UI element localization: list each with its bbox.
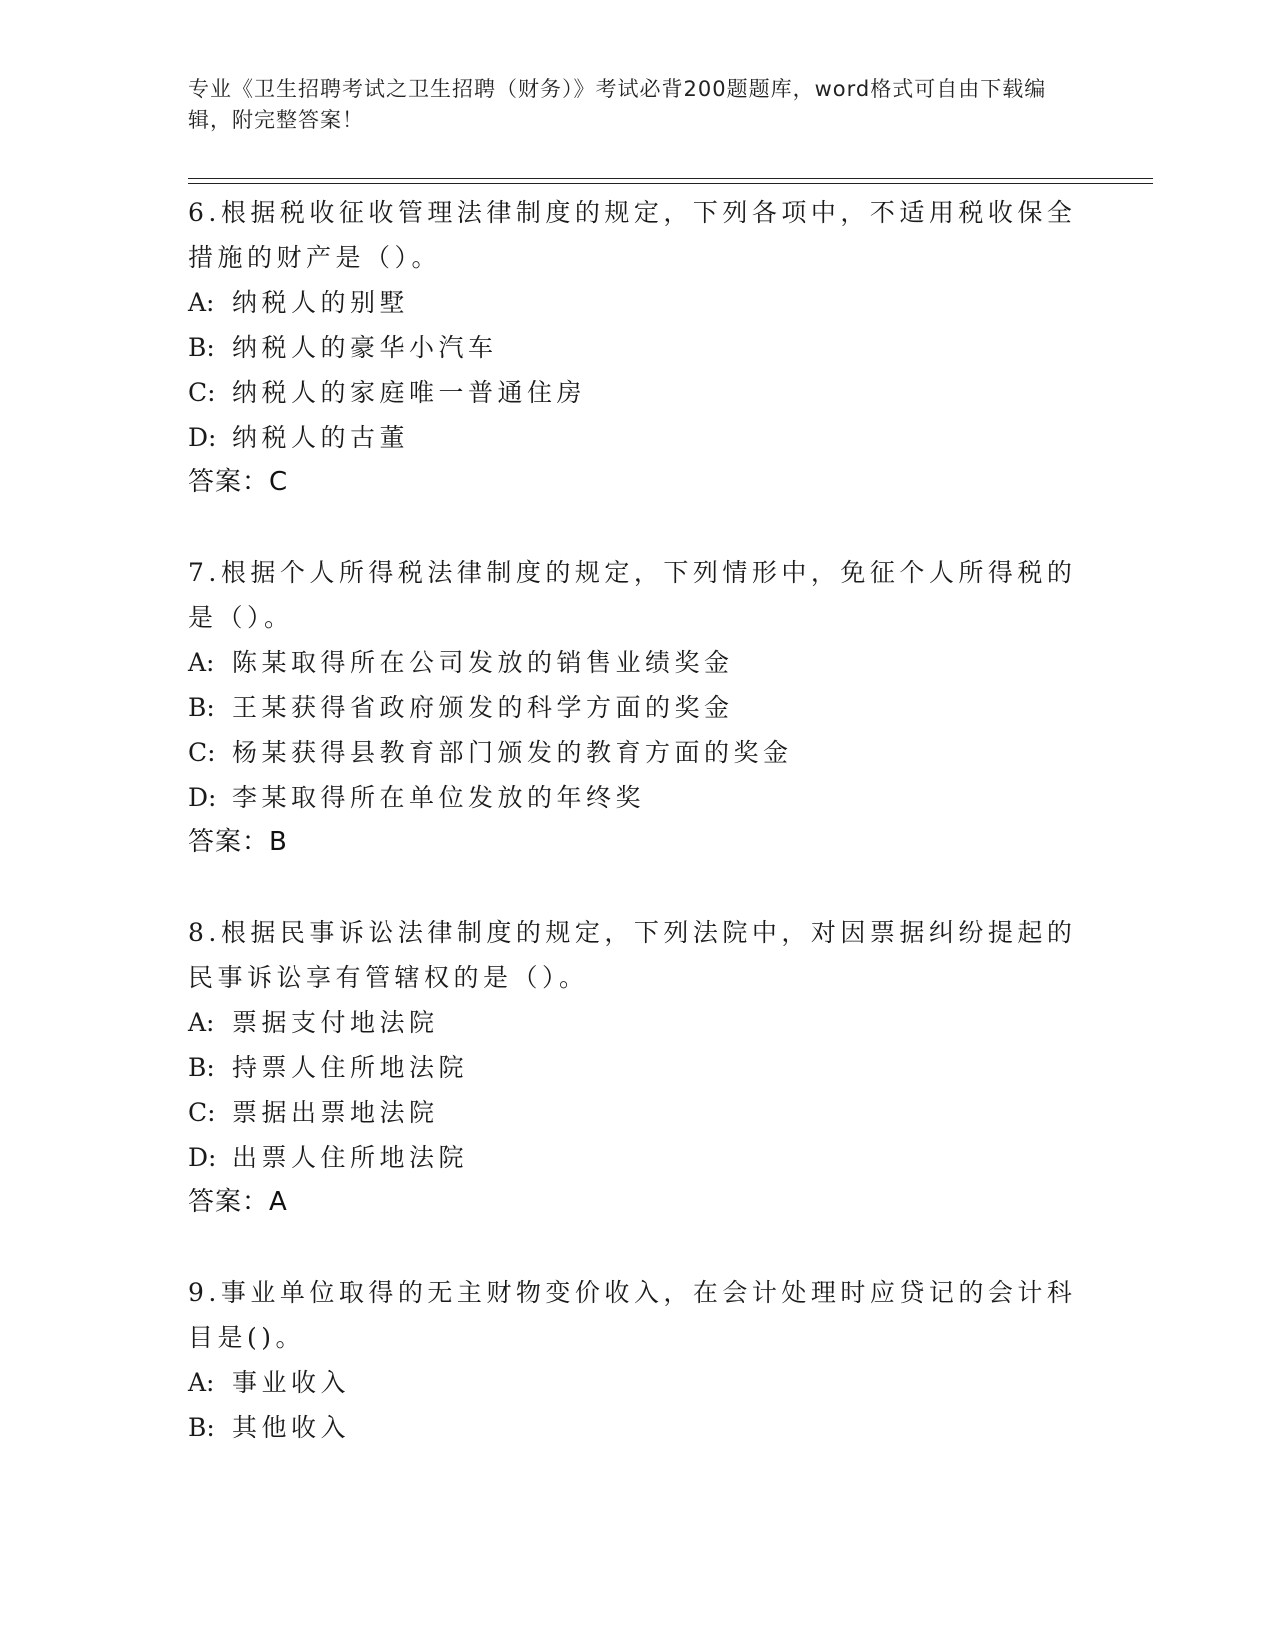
option-letter: B: xyxy=(188,1413,215,1442)
option-letter: B: xyxy=(188,1053,215,1082)
option-text: 票据出票地法院 xyxy=(232,1098,439,1127)
option-c xyxy=(188,1090,1088,1135)
option-letter: B: xyxy=(188,333,215,362)
option-letter: D: xyxy=(188,1143,217,1172)
question-list xyxy=(188,190,1088,1495)
header-divider-bottom xyxy=(188,183,1153,184)
option-text: 陈某取得所在公司发放的销售业绩奖金 xyxy=(232,648,734,677)
question-item xyxy=(188,1270,1088,1450)
question-stem: 8.根据民事诉讼法律制度的规定，下列法院中，对因票据纠纷提起的民事诉讼享有管辖权的是（）。 xyxy=(188,918,1077,992)
option-text: 出票人住所地法院 xyxy=(232,1143,469,1172)
option-text: 杨某获得县教育部门颁发的教育方面的奖金 xyxy=(232,738,793,767)
question-stem: 9.事业单位取得的无主财物变价收入，在会计处理时应贷记的会计科目是()。 xyxy=(188,1278,1077,1352)
option-d xyxy=(188,1135,1088,1180)
answer-line: 答案：B xyxy=(188,827,288,857)
option-letter: A: xyxy=(188,1368,215,1397)
option-d xyxy=(188,775,1088,820)
option-text: 纳税人的豪华小汽车 xyxy=(232,333,498,362)
option-b xyxy=(188,1405,1088,1450)
question-item xyxy=(188,190,1088,505)
option-letter: C: xyxy=(188,1098,216,1127)
option-text: 纳税人的别墅 xyxy=(232,288,410,317)
option-letter: A: xyxy=(188,648,215,677)
option-letter: C: xyxy=(188,378,216,407)
option-text: 纳税人的家庭唯一普通住房 xyxy=(232,378,587,407)
option-a xyxy=(188,280,1088,325)
option-letter: D: xyxy=(188,783,217,812)
option-a xyxy=(188,640,1088,685)
option-c xyxy=(188,370,1088,415)
option-text: 事业收入 xyxy=(232,1368,351,1397)
document-header: 专业《卫生招聘考试之卫生招聘（财务）》考试必背200题题库，word格式可自由下载编辑，附完整答案！ xyxy=(188,77,1047,132)
question-item xyxy=(188,550,1088,865)
question-stem: 7.根据个人所得税法律制度的规定，下列情形中，免征个人所得税的是（）。 xyxy=(188,558,1077,632)
option-letter: D: xyxy=(188,423,217,452)
option-c xyxy=(188,730,1088,775)
option-text: 票据支付地法院 xyxy=(232,1008,439,1037)
option-letter: A: xyxy=(188,288,215,317)
option-a xyxy=(188,1000,1088,1045)
option-letter: A: xyxy=(188,1008,215,1037)
option-b xyxy=(188,685,1088,730)
option-text: 其他收入 xyxy=(232,1413,351,1442)
option-text: 持票人住所地法院 xyxy=(232,1053,469,1082)
answer-line: 答案：A xyxy=(188,1187,288,1217)
answer-line: 答案：C xyxy=(188,467,289,497)
option-b xyxy=(188,1045,1088,1090)
header-divider-top xyxy=(188,178,1153,179)
option-text: 纳税人的古董 xyxy=(232,423,410,452)
question-stem: 6.根据税收征收管理法律制度的规定，下列各项中，不适用税收保全措施的财产是（）。 xyxy=(188,198,1077,272)
option-letter: C: xyxy=(188,738,216,767)
option-d xyxy=(188,415,1088,460)
option-letter: B: xyxy=(188,693,215,722)
option-text: 李某取得所在单位发放的年终奖 xyxy=(232,783,646,812)
option-a xyxy=(188,1360,1088,1405)
question-item xyxy=(188,910,1088,1225)
option-text: 王某获得省政府颁发的科学方面的奖金 xyxy=(232,693,734,722)
option-b xyxy=(188,325,1088,370)
